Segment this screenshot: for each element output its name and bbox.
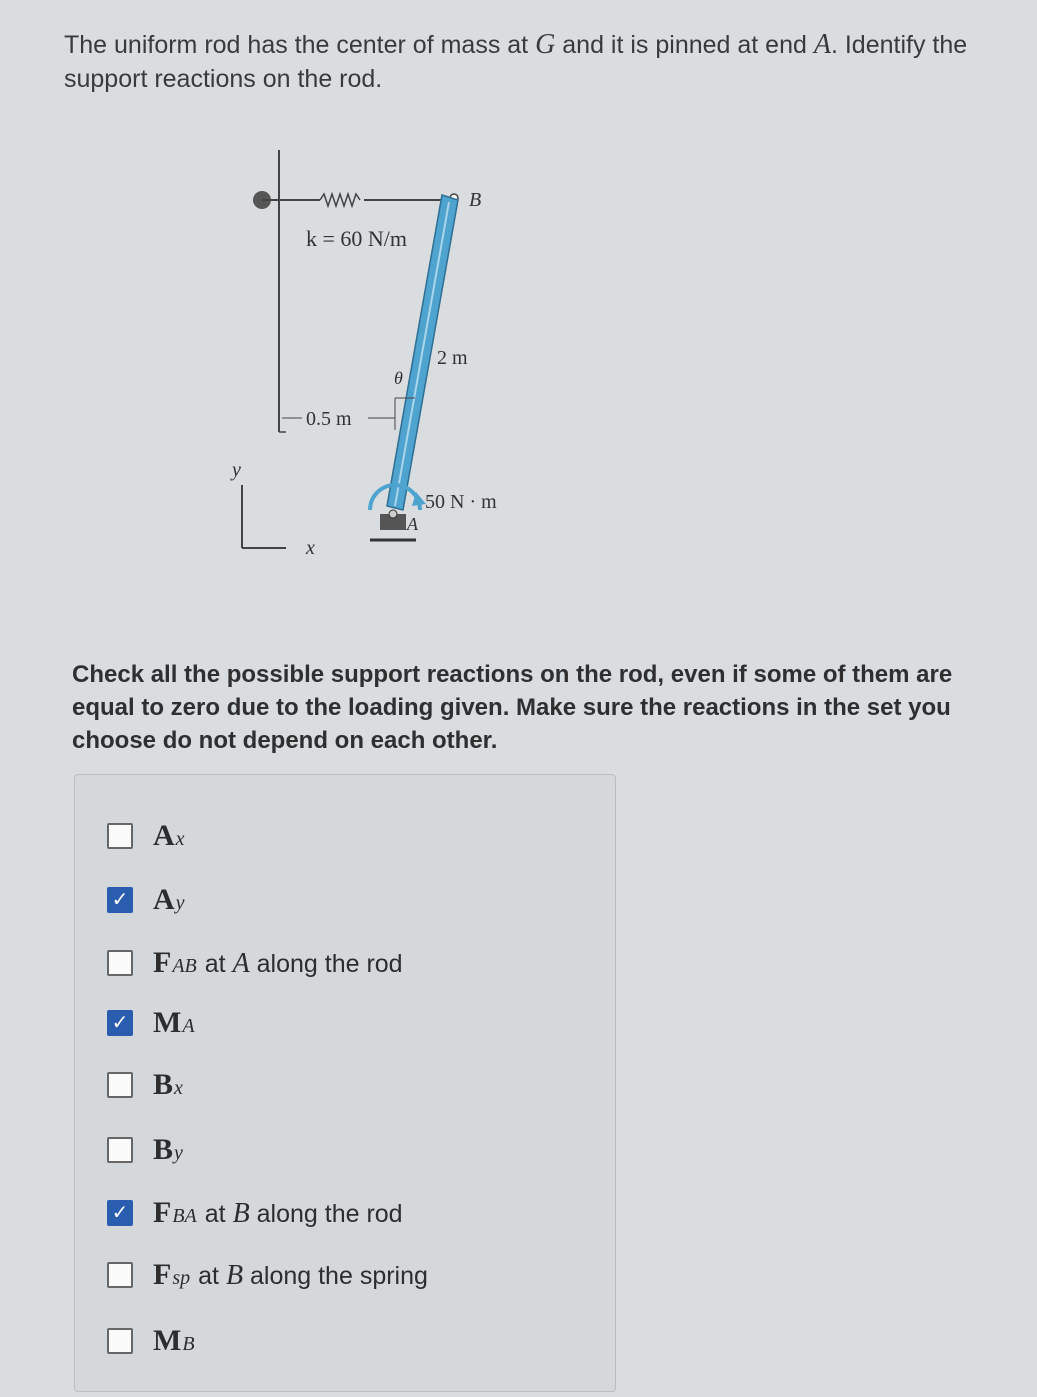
option-ay[interactable] bbox=[107, 880, 193, 920]
option-ax[interactable] bbox=[107, 816, 193, 856]
option-label: F BA at B along the rod bbox=[153, 1196, 403, 1229]
checkbox-fab[interactable] bbox=[107, 950, 133, 976]
moment-label: 50 N · m bbox=[425, 491, 497, 513]
option-mb[interactable] bbox=[107, 1321, 203, 1361]
offset-label: 0.5 m bbox=[306, 408, 352, 430]
instructions-text: Check all the possible support reactions on the rod, even if some of them are equal to zero due to the loading given. Make sure the reactions in the set you choose do not depend on each other. bbox=[72, 661, 953, 754]
checkmark-icon: ✓ bbox=[111, 889, 129, 911]
angle-label: θ bbox=[394, 368, 403, 388]
label-a: A bbox=[407, 514, 418, 534]
prompt-text-2: and it is pinned at end bbox=[562, 31, 807, 59]
checkbox-by[interactable] bbox=[107, 1137, 133, 1163]
option-label: A x bbox=[153, 819, 185, 852]
rod-diagram-svg bbox=[220, 140, 540, 580]
checkbox-ay[interactable] bbox=[107, 887, 133, 913]
question-prompt bbox=[64, 28, 984, 96]
axis-y-label: y bbox=[232, 459, 241, 481]
checkbox-mb[interactable] bbox=[107, 1328, 133, 1354]
answer-options bbox=[74, 774, 616, 1392]
rod-diagram bbox=[220, 140, 540, 580]
spring-label: k = 60 N/m bbox=[306, 226, 408, 251]
prompt-var-a: A bbox=[813, 29, 831, 60]
checkbox-bx[interactable] bbox=[107, 1072, 133, 1098]
label-b: B bbox=[469, 189, 482, 211]
checkbox-ma[interactable] bbox=[107, 1010, 133, 1036]
option-label: B x bbox=[153, 1068, 183, 1101]
axis-x-label: x bbox=[306, 537, 315, 559]
prompt-text-3: . Identify the support reactions on the rod. bbox=[64, 31, 968, 93]
option-label: M B bbox=[153, 1324, 195, 1357]
option-fba[interactable] bbox=[107, 1193, 403, 1233]
option-label: F sp at B along the spring bbox=[153, 1258, 428, 1291]
checkbox-fba[interactable] bbox=[107, 1200, 133, 1226]
spring bbox=[320, 194, 360, 206]
option-ma[interactable] bbox=[107, 1003, 203, 1043]
option-bx[interactable] bbox=[107, 1065, 191, 1105]
option-by[interactable] bbox=[107, 1130, 191, 1170]
prompt-var-g: G bbox=[535, 29, 556, 60]
option-label: M A bbox=[153, 1006, 195, 1039]
option-label: B y bbox=[153, 1133, 183, 1166]
prompt-text-1: The uniform rod has the center of mass at bbox=[64, 31, 529, 59]
option-label: A y bbox=[153, 883, 185, 916]
checkmark-icon: ✓ bbox=[111, 1012, 129, 1034]
option-label: F AB at A along the rod bbox=[153, 946, 403, 979]
checkbox-fsp[interactable] bbox=[107, 1262, 133, 1288]
option-fsp[interactable] bbox=[107, 1255, 428, 1295]
length-label: 2 m bbox=[437, 347, 468, 369]
checkbox-ax[interactable] bbox=[107, 823, 133, 849]
option-fab[interactable] bbox=[107, 943, 403, 983]
checkmark-icon: ✓ bbox=[111, 1202, 129, 1224]
